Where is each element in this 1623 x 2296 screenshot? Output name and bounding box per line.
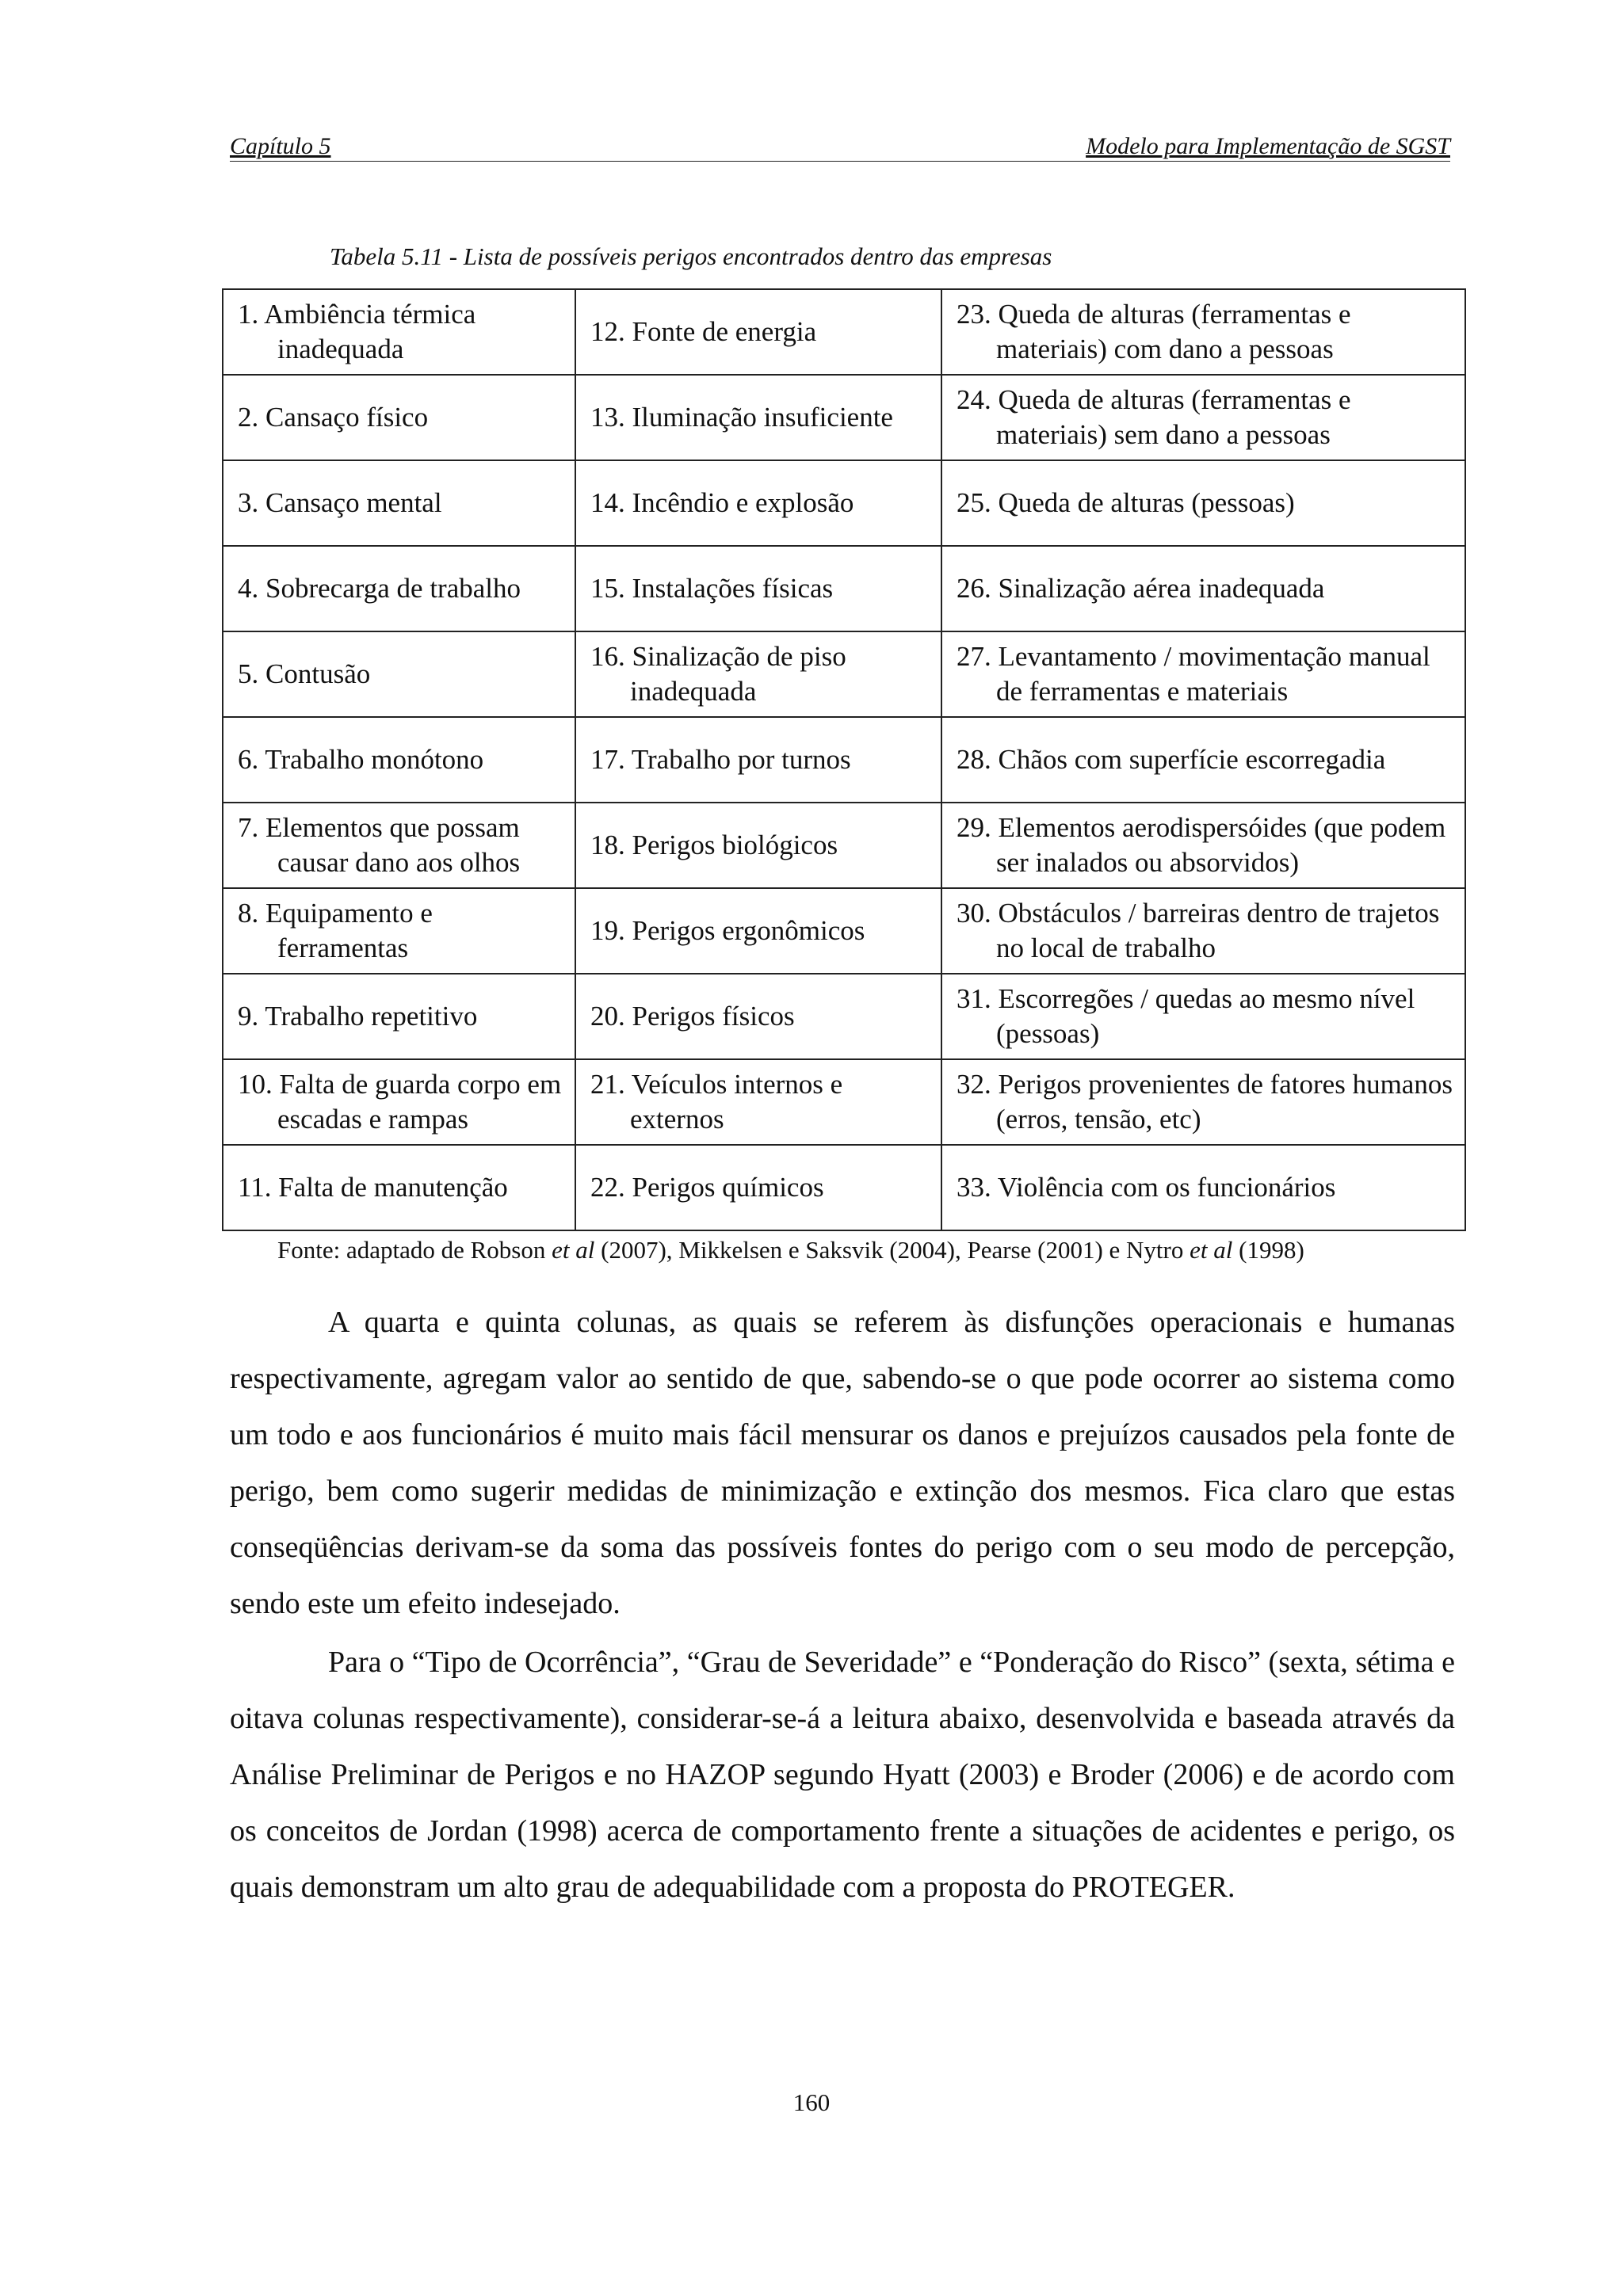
source-middle: (2007), Mikkelsen e Saksvik (2004), Pearse (2001) e Nytro: [594, 1236, 1190, 1264]
header-rule: [230, 161, 1450, 162]
source-etal: et al: [552, 1236, 595, 1264]
table-row: [223, 888, 1465, 974]
table-row: [223, 803, 1465, 888]
page-header: [230, 133, 1450, 165]
table-cell: 33. Violência com os funcionários: [941, 1145, 1465, 1230]
table-cell: 1. Ambiência térmica inadequada: [223, 289, 575, 375]
table-cell: 24. Queda de alturas (ferramentas e materiais) sem dano a pessoas: [941, 375, 1465, 460]
table-cell: 32. Perigos provenientes de fatores humanos (erros, tensão, etc): [941, 1059, 1465, 1145]
table-cell: 4. Sobrecarga de trabalho: [223, 546, 575, 631]
table-row: [223, 1145, 1465, 1230]
table-cell: 9. Trabalho repetitivo: [223, 974, 575, 1059]
hazards-table: [222, 288, 1466, 1231]
table-cell: 16. Sinalização de piso inadequada: [575, 631, 941, 717]
table-cell: 31. Escorregões / quedas ao mesmo nível (pessoas): [941, 974, 1465, 1059]
page-number: 160: [792, 2088, 831, 2116]
table-cell: 23. Queda de alturas (ferramentas e materiais) com dano a pessoas: [941, 289, 1465, 375]
table-cell: 7. Elementos que possam causar dano aos olhos: [223, 803, 575, 888]
body-paragraph: A quarta e quinta colunas, as quais se referem às disfunções operacionais e humanas respectivamente, agregam valor ao sentido de que, sabendo-se o que pode ocorrer ao sistema como um todo e aos funcionários é muito mais fácil mensurar os danos e prejuízos causados pela fonte de perigo, bem como sugerir medidas de minimização e extinção dos mesmos. Fica claro que estas conseqüências derivam-se da soma das possíveis fontes do perigo com o seu modo de percepção, sendo este um efeito indesejado.: [230, 1306, 1455, 1620]
table-row: [223, 460, 1465, 546]
table-cell: 3. Cansaço mental: [223, 460, 575, 546]
table-row: [223, 974, 1465, 1059]
table-cell: 13. Iluminação insuficiente: [575, 375, 941, 460]
table-row: [223, 546, 1465, 631]
table-row: [223, 375, 1465, 460]
table-row: [223, 289, 1465, 375]
table-cell: 19. Perigos ergonômicos: [575, 888, 941, 974]
table-cell: 28. Chãos com superfície escorregadia: [941, 717, 1465, 803]
source-prefix: Fonte: adaptado de Robson: [277, 1236, 552, 1264]
table-row: [223, 717, 1465, 803]
table-cell: 21. Veículos internos e externos: [575, 1059, 941, 1145]
section-title: Modelo para Implementação de SGST: [1086, 133, 1450, 159]
table-cell: 15. Instalações físicas: [575, 546, 941, 631]
table-cell: 25. Queda de alturas (pessoas): [941, 460, 1465, 546]
source-suffix: (1998): [1232, 1236, 1304, 1264]
table-cell: 5. Contusão: [223, 631, 575, 717]
table-cell: 10. Falta de guarda corpo em escadas e rampas: [223, 1059, 575, 1145]
chapter-label: Capítulo 5: [230, 133, 331, 159]
table-cell: 2. Cansaço físico: [223, 375, 575, 460]
table-cell: 14. Incêndio e explosão: [575, 460, 941, 546]
table-source: [277, 1236, 1304, 1264]
table-cell: 18. Perigos biológicos: [575, 803, 941, 888]
table-cell: 26. Sinalização aérea inadequada: [941, 546, 1465, 631]
table-cell: 20. Perigos físicos: [575, 974, 941, 1059]
table-cell: 12. Fonte de energia: [575, 289, 941, 375]
table-cell: 6. Trabalho monótono: [223, 717, 575, 803]
source-etal: et al: [1190, 1236, 1233, 1264]
table-cell: 8. Equipamento e ferramentas: [223, 888, 575, 974]
table-cell: 11. Falta de manutenção: [223, 1145, 575, 1230]
table-row: [223, 1059, 1465, 1145]
table-row: [223, 631, 1465, 717]
table-cell: 22. Perigos químicos: [575, 1145, 941, 1230]
table-cell: 29. Elementos aerodispersóides (que podem ser inalados ou absorvidos): [941, 803, 1465, 888]
table-cell: 17. Trabalho por turnos: [575, 717, 941, 803]
table-cell: 30. Obstáculos / barreiras dentro de trajetos no local de trabalho: [941, 888, 1465, 974]
body-paragraph: Para o “Tipo de Ocorrência”, “Grau de Severidade” e “Ponderação do Risco” (sexta, sétima e oitava colunas respectivamente), considerar-se-á a leitura abaixo, desenvolvida e baseada através da Análise Preliminar de Perigos e no HAZOP segundo Hyatt (2003) e Broder (2006) e de acordo com os conceitos de Jordan (1998) acerca de comportamento frente a situações de acidentes e perigo, os quais demonstram um alto grau de adequabilidade com a proposta do PROTEGER.: [230, 1646, 1455, 1904]
table-cell: 27. Levantamento / movimentação manual de ferramentas e materiais: [941, 631, 1465, 717]
table-caption: Tabela 5.11 - Lista de possíveis perigos encontrados dentro das empresas: [330, 242, 1052, 270]
